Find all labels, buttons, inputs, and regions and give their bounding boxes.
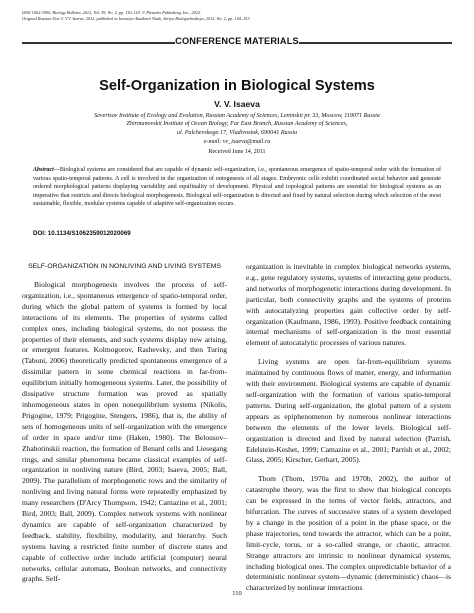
banner-rule-left (22, 42, 175, 44)
paragraph: organization is inevitable in complex biological networks systems, e.g., gene regulatory systems, systems of interacting gene products, and networks of morphogenetic interactions during development. In particular, both connectivity graphs and the systems of proteins with autocatalyzing properties gain collective order by self-organization (Kaufmann, 1986, 1993). Positive feedback containing internal mechanisms of self-organization is the most essential element of autocatalytic processes of various natures. (246, 262, 451, 348)
article-title: Self-Organization in Biological Systems (99, 78, 375, 94)
author-email: e-mail: vv_isaeva@mail.ru (203, 139, 271, 145)
received-date: Received June 14, 2011 (208, 149, 266, 155)
author-name: V. V. Isaeva (214, 99, 260, 109)
paragraph: Thom (Thom, 1970a and 1970b, 2002), the author of catastrophe theory, was the first to show that biological concepts can be expressed in the terms of vector fields, attractors, and bifurcation. The curves of successive states of a system developed by a change in the position of a point in the phase space, or the phase trajectories, tend towards the attractor, which can be a point, limit-cycle, torus, or a so-called strange, or chaotic, attractor. Strange attractors are intrinsic to nonlinear dynamical systems, including biological ones. The complex unpredictable behavior of a deterministic nonlinear system—dynamic (deterministic) chaos—is characterized by nonlinear interactions (246, 474, 451, 593)
right-column (246, 262, 451, 594)
abstract-label: Abstract (33, 167, 54, 173)
banner-rule-right (299, 42, 452, 44)
section-heading: SELF-ORGANIZATION IN NONLIVING AND LIVING SYSTEMS (28, 263, 221, 270)
section-banner (22, 34, 452, 52)
affiliation: ul. Palchevskogo 17, Vladivostok, 690041 Russia (176, 130, 298, 136)
affiliation: Zhirmunovskii Institute of Ocean Biology, Far East Branch, Russian Academy of Sciences, (126, 121, 348, 127)
doi: DOI: 10.1134/S1062359012020069 (33, 230, 131, 237)
abstract-text: —Biological systems are considered that are capable of dynamic self-organization, i.e., spontaneous emergence of spatio-temporal order with the formation of various spatio-temporal patterns. A cell is involved in the organization of ontogenesis of all stages. Embryonic cells exhibit coordinated social behavior and generate ordered morphological patterns displaying variability and equifinality of development. Physical and topological patterns are essential for biological systems as an imperative that restricts and directs biological morphogenesis. Biological self-organization is directed and fixed by natural selection during which selection of the most sustainable, flexible, modular systems capable of adaptive self-organization occurs. (33, 167, 441, 208)
abstract (33, 166, 441, 209)
page-number: 110 (232, 590, 242, 597)
left-column (22, 262, 227, 585)
paragraph: Living systems are open far-from-equilibrium systems maintained by continuous flows of matter, energy, and information with their environment. Biological systems are capable of dynamic self-organization with the formation of various spatio-temporal patterns. During self-organization, the global pattern of a system appears as epiphenomenon by numerous nonlinear interactions between the elements of the lower levels. Biological self-organization is directed and fixed by natural selection (Parrish, Edelstein-Keshet, 1999; Camazine et al., 2001; Parrish et al., 2002; Glass, 2005; Kirscher, Gerhart, 2005). (246, 357, 451, 465)
affiliation: Severtsov Institute of Ecology and Evolution, Russian Academy of Sciences, Leninskii pr. 33, Moscow, 119071 Russia (94, 113, 380, 119)
journal-header-line: ISSN 1062-3590, Biology Bulletin, 2012, Vol. 39, No. 2, pp. 110–118. © Pleiades Publishing, Inc., 2012. (22, 10, 202, 15)
section-label: CONFERENCE MATERIALS (175, 36, 299, 46)
paragraph: Biological morphogenesis involves the process of self-organization, i.e., spontaneous emergence of spatio-temporal order, during which the global pattern of systems is formed by local interactions of its elements. The properties of systems called complex ones, including biological systems, do not possess the properties of their elements, and such systems display new arising, or emergent features. Kolmogorov, Rashevsky, and then Turing (Taboni, 2006) theoretically predicted spontaneous emergence of a dissimilar pattern in some chemical reactions in far-from-equilibrium initially homogeneous systems. Later, the possibility of dissipative structure formation was proved as spatially inhomogeneous states in open nonequilibrium systems (Nikolis, Prigogine, 1979; Prigogine, Stengers, 1986), that is, the ability of sets of homogeneous units of self-organization with the emergence of order in space and/or time (Haken, 1980). The Belousov–Zhabotinskii reaction, the formation of Benard cells and Liesegang rings, and similar phenomena became classical examples of self-organization in nonliving nature (Bird, 2003; Isaeva, 2005; Ball, 2009). The parallelism of morphogenetic rows and the similarity of nonliving and living natural forms were repeatedly emphasized by many researchers (D'Arcy Thompson, 1942; Camazine et al., 2001; Bird, 2003; Ball, 2009). Complex network systems with nonlinear dynamics are capable of self-organization characterized by feedback, stability, flexibility, modularity, and hierarchy. Such systems having a restricted finite number of discrete states and capable of collective order include artificial (computer) neural networks, cellular automata, Boolean networks, and connectivity graphs. Self- (22, 280, 227, 584)
original-text-header-line: Original Russian Text © V.V. Isaeva, 2012, published in Izvestiya Akademii Nauk, Seriya Biologicheskaya, 2012, No. 2, pp. 144–153. (22, 16, 251, 21)
